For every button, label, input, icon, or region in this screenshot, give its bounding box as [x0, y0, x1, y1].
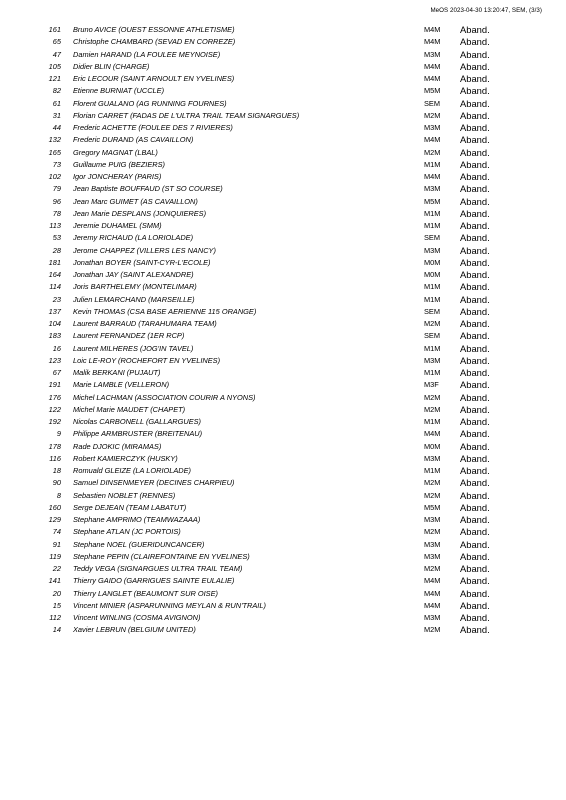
status-text: Aband.: [460, 85, 490, 97]
status-text: Aband.: [460, 171, 490, 182]
bib-number: 165: [48, 147, 61, 157]
bib-number: 181: [48, 257, 61, 267]
bib-number: 8: [56, 490, 61, 500]
status-text: Aband.: [460, 575, 490, 587]
status-text: Aband.: [460, 477, 490, 489]
result-row: [0, 490, 566, 502]
status-text: Aband.: [460, 452, 490, 464]
result-row: [0, 477, 566, 489]
result-row: [0, 465, 566, 477]
runner-name: Stephane PEPIN (CLAIREFONTAINE EN YVELINES): [73, 551, 250, 561]
result-row: [0, 257, 566, 269]
status-text: Aband.: [460, 305, 490, 317]
category: M1M: [424, 221, 441, 230]
result-row: [0, 98, 566, 110]
runner-name: Philippe ARMBRUSTER (BREITENAU): [73, 429, 203, 439]
category: M2M: [424, 392, 441, 402]
bib-number: 121: [48, 74, 61, 83]
status-text: Aband.: [460, 501, 490, 513]
status-text: Aband.: [460, 207, 490, 219]
bib-number: 16: [52, 343, 61, 353]
runner-name: Michel Marie MAUDET (CHAPET): [73, 404, 186, 414]
bib-number: 102: [48, 172, 61, 181]
bib-number: 53: [52, 233, 61, 243]
status-text: Aband.: [460, 550, 490, 562]
page-header: MeOS 2023-04-30 13:20:47, SEM, (3/3): [430, 7, 542, 14]
result-row: [0, 73, 566, 85]
bib-number: 114: [49, 282, 61, 292]
status-text: Aband.: [460, 220, 490, 231]
status-text: Aband.: [460, 36, 490, 48]
category: M4M: [424, 429, 441, 439]
runner-name: Serge DEJEAN (TEAM LABATUT): [73, 502, 187, 512]
status-text: Aband.: [460, 465, 490, 476]
bib-number: 28: [52, 245, 61, 255]
result-row: [0, 404, 566, 416]
bib-number: 112: [49, 613, 61, 622]
runner-name: Kevin THOMAS (CSA BASE AERIENNE 115 ORANGE): [73, 306, 257, 316]
category: M1M: [424, 294, 441, 304]
runner-name: Teddy VEGA (SIGNARGUES ULTRA TRAIL TEAM): [73, 564, 243, 573]
category: M2M: [424, 625, 441, 635]
status-text: Aband.: [460, 599, 490, 611]
result-row: [0, 428, 566, 440]
result-row: [0, 624, 566, 636]
result-row: [0, 122, 566, 134]
status-text: Aband.: [460, 97, 490, 109]
status-text: Aband.: [460, 538, 490, 550]
runner-name: Frederic DURAND (AS CAVAILLON): [73, 135, 194, 145]
bib-number: 178: [48, 441, 61, 451]
bib-number: 141: [48, 576, 61, 586]
bib-number: 9: [56, 429, 61, 439]
category: M0M: [424, 441, 441, 451]
result-row: [0, 600, 566, 612]
runner-name: Vincent WINLING (COSMA AVIGNON): [73, 613, 201, 622]
bib-number: 176: [48, 392, 61, 402]
status-text: Aband.: [460, 232, 490, 244]
runner-name: Etienne BURNIAT (UCCLE): [73, 86, 165, 96]
result-row: [0, 441, 566, 453]
runner-name: Jeremie DUHAMEL (SMM): [73, 221, 162, 230]
category: M3M: [424, 355, 441, 365]
status-text: Aband.: [460, 244, 490, 256]
category: M4M: [424, 37, 441, 47]
bib-number: 183: [48, 331, 61, 341]
result-row: [0, 281, 566, 293]
bib-number: 104: [48, 319, 61, 328]
runner-name: Michel LACHMAN (ASSOCIATION COURIR A NYONS): [73, 392, 256, 402]
result-row: [0, 575, 566, 587]
runner-name: Eric LECOUR (SAINT ARNOULT EN YVELINES): [73, 74, 235, 83]
status-text: Aband.: [460, 440, 490, 452]
status-text: Aband.: [460, 342, 490, 354]
category: M2M: [424, 564, 441, 573]
category: M1M: [424, 343, 441, 353]
result-row: [0, 355, 566, 367]
status-text: Aband.: [460, 428, 490, 440]
bib-number: 73: [52, 159, 61, 169]
category: SEM: [424, 331, 441, 341]
status-text: Aband.: [460, 269, 490, 280]
runner-name: Loic LE-ROY (ROCHEFORT EN YVELINES): [73, 355, 221, 365]
result-row: [0, 85, 566, 97]
result-row: [0, 453, 566, 465]
runner-name: Romuald GLEIZE (LA LORIOLADE): [73, 466, 192, 475]
bib-number: 14: [52, 625, 61, 635]
bib-number: 20: [52, 588, 61, 598]
result-row: [0, 183, 566, 195]
category: M3M: [424, 551, 441, 561]
runner-name: Jean Marie DESPLANS (JONQUIERES): [73, 208, 207, 218]
status-text: Aband.: [460, 354, 490, 366]
runner-name: Laurent BARRAUD (TARAHUMARA TEAM): [73, 319, 217, 328]
runner-name: Julien LEMARCHAND (MARSEILLE): [73, 294, 195, 304]
bib-number: 191: [48, 380, 61, 390]
bib-number: 164: [48, 270, 61, 279]
status-text: Aband.: [460, 514, 490, 525]
result-row: [0, 36, 566, 48]
result-row: [0, 147, 566, 159]
runner-name: Laurent FERNANDEZ (1ER RCP): [73, 331, 185, 341]
category: M5M: [424, 196, 441, 206]
bib-number: 113: [49, 221, 61, 230]
runner-name: Florian CARRET (FADAS DE L'ULTRA TRAIL TEAM SIGNARGUES): [73, 110, 300, 120]
runner-name: Samuel DINSENMEYER (DECINES CHARPIEU): [73, 478, 235, 488]
result-row: [0, 612, 566, 624]
runner-name: Gregory MAGNAT (LBAL): [73, 147, 158, 157]
runner-name: Rade DJOKIC (MIRAMAS): [73, 441, 162, 451]
category: M3F: [424, 380, 439, 390]
category: M2M: [424, 490, 441, 500]
bib-number: 79: [52, 184, 61, 194]
result-row: [0, 379, 566, 391]
bib-number: 78: [52, 208, 61, 218]
runner-name: Stephane ATLAN (JC PORTOIS): [73, 527, 181, 537]
result-row: [0, 392, 566, 404]
status-text: Aband.: [460, 330, 490, 342]
bib-number: 65: [52, 37, 61, 47]
bib-number: 82: [52, 86, 61, 96]
category: M4M: [424, 135, 441, 145]
runner-name: Xavier LEBRUN (BELGIUM UNITED): [73, 625, 196, 635]
status-text: Aband.: [460, 403, 490, 415]
category: M4M: [424, 25, 441, 34]
category: M4M: [424, 600, 441, 610]
bib-number: 132: [48, 135, 61, 145]
runner-name: Jeremy RICHAUD (LA LORIOLADE): [73, 233, 194, 243]
category: M1M: [424, 159, 441, 169]
category: SEM: [424, 306, 441, 316]
bib-number: 23: [52, 294, 61, 304]
result-row: [0, 588, 566, 600]
status-text: Aband.: [460, 526, 490, 538]
category: M2M: [424, 527, 441, 537]
category: M4M: [424, 576, 441, 586]
result-row: [0, 294, 566, 306]
category: M5M: [424, 86, 441, 96]
status-text: Aband.: [460, 489, 490, 501]
result-row: [0, 343, 566, 355]
result-row: [0, 563, 566, 575]
category: M4M: [424, 61, 441, 71]
result-row: [0, 220, 566, 232]
result-row: [0, 367, 566, 379]
runner-name: Didier BLIN (CHARGE): [73, 61, 150, 71]
bib-number: 67: [52, 368, 61, 377]
bib-number: 119: [49, 551, 61, 561]
runner-name: Thierry LANGLET (BEAUMONT SUR OISE): [73, 588, 218, 598]
bib-number: 90: [52, 478, 61, 488]
category: M3M: [424, 245, 441, 255]
runner-name: Vincent MINIER (ASPARUNNING MEYLAN & RUN'TRAIL): [73, 600, 266, 610]
bib-number: 129: [48, 515, 61, 524]
status-text: Aband.: [460, 109, 490, 121]
runner-name: Joris BARTHELEMY (MONTELIMAR): [73, 282, 197, 292]
category: M1M: [424, 208, 441, 218]
runner-name: Robert KAMIERCZYK (HUSKY): [73, 453, 178, 463]
category: M2M: [424, 319, 441, 328]
status-text: Aband.: [460, 48, 490, 60]
status-text: Aband.: [460, 367, 490, 378]
category: M3M: [424, 539, 441, 549]
category: M4M: [424, 172, 441, 181]
category: M4M: [424, 74, 441, 83]
result-row: [0, 232, 566, 244]
result-row: [0, 110, 566, 122]
status-text: Aband.: [460, 60, 490, 72]
bib-number: 123: [48, 355, 61, 365]
result-row: [0, 134, 566, 146]
status-text: Aband.: [460, 379, 490, 391]
status-text: Aband.: [460, 195, 490, 207]
result-row: [0, 196, 566, 208]
bib-number: 122: [48, 404, 61, 414]
bib-number: 61: [52, 98, 61, 108]
status-text: Aband.: [460, 146, 490, 158]
runner-name: Frederic ACHETTE (FOULEE DES 7 RIVIERES): [73, 123, 233, 132]
category: M3M: [424, 613, 441, 622]
category: M3M: [424, 515, 441, 524]
results-list: [0, 24, 566, 637]
category: M3M: [424, 49, 441, 59]
result-row: [0, 526, 566, 538]
bib-number: 91: [52, 539, 61, 549]
runner-name: Jonathan BOYER (SAINT-CYR-L'ECOLE): [73, 257, 211, 267]
runner-name: Igor JONCHERAY (PARIS): [73, 172, 162, 181]
category: SEM: [424, 98, 441, 108]
result-row: [0, 330, 566, 342]
status-text: Aband.: [460, 612, 490, 623]
runner-name: Sebastien NOBLET (RENNES): [73, 490, 176, 500]
result-row: [0, 24, 566, 36]
status-text: Aband.: [460, 122, 490, 133]
result-row: [0, 245, 566, 257]
status-text: Aband.: [460, 624, 490, 636]
category: M3M: [424, 184, 441, 194]
bib-number: 96: [52, 196, 61, 206]
result-row: [0, 159, 566, 171]
result-row: [0, 539, 566, 551]
category: M2M: [424, 147, 441, 157]
category: M0M: [424, 270, 441, 279]
category: M3M: [424, 453, 441, 463]
bib-number: 192: [48, 417, 61, 426]
runner-name: Guillaume PUIG (BEZIERS): [73, 159, 165, 169]
runner-name: Thierry GAIDO (GARRIGUES SAINTE EULALIE): [73, 576, 235, 586]
bib-number: 18: [52, 466, 61, 475]
runner-name: Nicolas CARBONELL (GALLARGUES): [73, 417, 202, 426]
bib-number: 47: [52, 49, 61, 59]
bib-number: 15: [52, 600, 61, 610]
result-row: [0, 318, 566, 330]
status-text: Aband.: [460, 158, 490, 170]
runner-name: Christophe CHAMBARD (SEVAD EN CORREZE): [73, 37, 236, 47]
runner-name: Bruno AVICE (OUEST ESSONNE ATHLETISME): [73, 25, 235, 34]
category: M1M: [424, 466, 441, 475]
bib-number: 22: [52, 564, 61, 573]
category: M4M: [424, 588, 441, 598]
status-text: Aband.: [460, 134, 490, 146]
runner-name: Marie LAMBLE (VELLERON): [73, 380, 170, 390]
status-text: Aband.: [460, 391, 490, 403]
runner-name: Laurent MILHERES (JOG'IN TAVEL): [73, 343, 194, 353]
bib-number: 137: [48, 306, 61, 316]
category: M3M: [424, 123, 441, 132]
category: M2M: [424, 404, 441, 414]
bib-number: 31: [52, 110, 61, 120]
runner-name: Stephane AMPRIMO (TEAMWAZAAA): [73, 515, 201, 524]
bib-number: 161: [48, 25, 61, 34]
runner-name: Stephane NOEL (GUERIDUNCANCER): [73, 539, 205, 549]
result-row: [0, 208, 566, 220]
runner-name: Damien HARAND (LA FOULEE MEYNOISE): [73, 49, 221, 59]
category: M1M: [424, 368, 441, 377]
status-text: Aband.: [460, 293, 490, 305]
runner-name: Florent GUALANO (AG RUNNING FOURNES): [73, 98, 227, 108]
runner-name: Jean Marc GUIMET (AS CAVAILLON): [73, 196, 198, 206]
result-row: [0, 61, 566, 73]
runner-name: Jean Baptiste BOUFFAUD (ST SO COURSE): [73, 184, 223, 194]
category: M1M: [424, 417, 441, 426]
category: SEM: [424, 233, 441, 243]
bib-number: 160: [48, 502, 61, 512]
status-text: Aband.: [460, 587, 490, 599]
status-text: Aband.: [460, 318, 490, 329]
status-text: Aband.: [460, 256, 490, 268]
result-row: [0, 416, 566, 428]
bib-number: 74: [52, 527, 61, 537]
bib-number: 44: [52, 123, 61, 132]
status-text: Aband.: [460, 183, 490, 195]
category: M2M: [424, 478, 441, 488]
bib-number: 116: [49, 453, 61, 463]
result-row: [0, 171, 566, 183]
status-text: Aband.: [460, 24, 490, 35]
result-row: [0, 502, 566, 514]
result-row: [0, 306, 566, 318]
result-row: [0, 551, 566, 563]
status-text: Aband.: [460, 73, 490, 84]
category: M0M: [424, 257, 441, 267]
result-row: [0, 514, 566, 526]
status-text: Aband.: [460, 416, 490, 427]
runner-name: Malik BERKANI (PUJAUT): [73, 368, 161, 377]
runner-name: Jerome CHAPPEZ (VILLERS LES NANCY): [73, 245, 216, 255]
category: M1M: [424, 282, 441, 292]
status-text: Aband.: [460, 281, 490, 293]
result-row: [0, 49, 566, 61]
category: M2M: [424, 110, 441, 120]
status-text: Aband.: [460, 563, 490, 574]
bib-number: 105: [48, 61, 61, 71]
runner-name: Jonathan JAY (SAINT ALEXANDRE): [73, 270, 194, 279]
result-row: [0, 269, 566, 281]
category: M5M: [424, 502, 441, 512]
